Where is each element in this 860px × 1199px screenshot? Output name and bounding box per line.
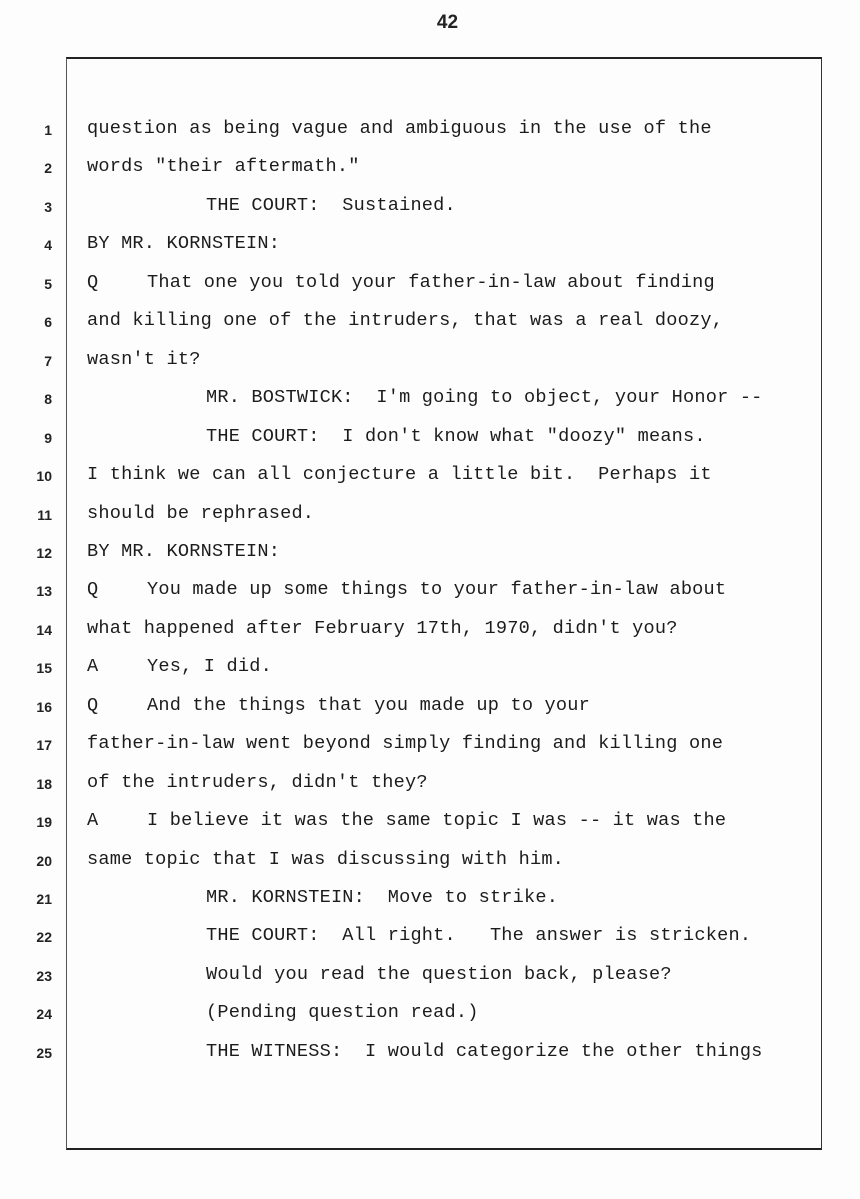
line-content: wasn't it? — [87, 348, 201, 370]
line-number: 22 — [36, 929, 52, 946]
line-text — [87, 810, 726, 831]
line-text — [87, 579, 726, 600]
line-text — [87, 772, 428, 793]
transcript-line — [0, 618, 860, 648]
line-number: 21 — [36, 891, 52, 907]
line-content: MR. KORNSTEIN: Move to strike. — [206, 887, 559, 908]
line-number: 14 — [36, 621, 52, 638]
line-text — [206, 964, 672, 985]
line-text — [206, 925, 751, 946]
line-text — [87, 310, 723, 331]
transcript-line — [0, 656, 860, 686]
line-text — [87, 849, 564, 870]
line-text — [87, 118, 712, 139]
transcript-line — [0, 1002, 860, 1032]
line-content: Would you read the question back, please? — [206, 963, 672, 985]
line-number: 24 — [36, 1006, 52, 1023]
line-text — [87, 733, 723, 754]
line-content: I think we can all conjecture a little bit. Perhaps it — [87, 464, 712, 486]
line-text — [87, 656, 272, 677]
transcript-line — [0, 426, 860, 456]
line-content: BY MR. KORNSTEIN: — [87, 233, 281, 255]
line-number: 19 — [36, 814, 52, 831]
line-number: 12 — [36, 544, 52, 561]
page-number: 42 — [436, 12, 459, 33]
line-text — [206, 387, 763, 408]
line-content: of the intruders, didn't they? — [87, 771, 428, 793]
line-number: 8 — [44, 391, 52, 408]
line-content: question as being vague and ambiguous in the use of the — [87, 118, 712, 139]
line-content: (Pending question read.) — [206, 1002, 479, 1024]
question-marker: Q — [87, 579, 99, 601]
line-number: 4 — [44, 237, 52, 254]
transcript-line — [0, 733, 860, 763]
transcript-line — [0, 964, 860, 994]
line-text — [87, 618, 678, 639]
transcript-line — [0, 349, 860, 379]
transcript-line — [0, 695, 860, 725]
line-number: 20 — [36, 852, 52, 869]
line-text — [87, 233, 280, 254]
transcript-line — [0, 541, 860, 571]
line-text — [87, 695, 590, 716]
transcript-line — [0, 849, 860, 879]
line-text — [206, 887, 558, 908]
transcript-line — [0, 810, 860, 840]
line-number: 3 — [44, 198, 52, 215]
line-content: I believe it was the same topic I was -- it was the — [147, 810, 727, 832]
transcript-line — [0, 156, 860, 186]
answer-marker: A — [87, 656, 99, 678]
line-text — [87, 541, 280, 562]
transcript-line — [0, 310, 860, 340]
line-number: 1 — [44, 122, 52, 138]
line-number: 10 — [36, 468, 52, 485]
line-text — [206, 195, 456, 216]
transcript-line — [0, 503, 860, 533]
line-text — [206, 1002, 479, 1023]
question-marker: Q — [87, 271, 99, 293]
transcript-line — [0, 579, 860, 609]
line-text — [87, 464, 712, 485]
line-content: MR. BOSTWICK: I'm going to object, your Honor -- — [206, 387, 763, 409]
line-content: And the things that you made up to your — [147, 694, 590, 716]
line-content: father-in-law went beyond simply finding and killing one — [87, 733, 724, 755]
line-number: 25 — [36, 1044, 52, 1061]
transcript-line — [0, 233, 860, 263]
line-number: 23 — [36, 967, 52, 984]
line-text — [206, 426, 706, 447]
line-content: That one you told your father-in-law about finding — [147, 271, 715, 293]
transcript-line — [0, 772, 860, 802]
line-content: You made up some things to your father-in-law about — [147, 579, 727, 601]
line-number: 17 — [36, 737, 52, 754]
transcript-line — [0, 887, 860, 917]
transcript-line — [0, 1041, 860, 1071]
transcript-line — [0, 925, 860, 955]
line-content: words "their aftermath." — [87, 156, 360, 178]
line-number: 6 — [44, 314, 52, 331]
line-content: and killing one of the intruders, that was a real doozy, — [87, 310, 724, 332]
line-content: should be rephrased. — [87, 502, 315, 524]
line-content: THE COURT: I don't know what "doozy" means. — [206, 425, 706, 447]
line-text — [87, 503, 314, 524]
answer-marker: A — [87, 810, 99, 832]
transcript-line — [0, 118, 860, 148]
line-number: 18 — [36, 775, 52, 792]
line-number: 7 — [44, 352, 52, 369]
line-text — [87, 156, 360, 177]
line-content: what happened after February 17th, 1970, didn't you? — [87, 617, 678, 639]
line-number: 15 — [36, 660, 52, 677]
transcript-line — [0, 464, 860, 494]
line-number: 11 — [37, 506, 52, 523]
line-number: 13 — [36, 583, 52, 600]
transcript-line — [0, 387, 860, 417]
line-content: Yes, I did. — [147, 656, 272, 678]
line-text — [206, 1041, 763, 1062]
line-number: 9 — [44, 429, 52, 446]
line-content: THE COURT: Sustained. — [206, 194, 456, 216]
transcript-line — [0, 272, 860, 302]
question-marker: Q — [87, 694, 99, 716]
line-content: same topic that I was discussing with him. — [87, 848, 565, 870]
line-content: THE COURT: All right. The answer is stricken. — [206, 925, 752, 947]
transcript-line — [0, 195, 860, 225]
line-text — [87, 272, 715, 293]
line-number: 5 — [44, 275, 52, 292]
line-content: BY MR. KORNSTEIN: — [87, 540, 281, 562]
line-text — [87, 349, 201, 370]
line-content: THE WITNESS: I would categorize the other things — [206, 1040, 763, 1062]
line-number: 16 — [36, 698, 52, 715]
line-number: 2 — [44, 160, 52, 177]
